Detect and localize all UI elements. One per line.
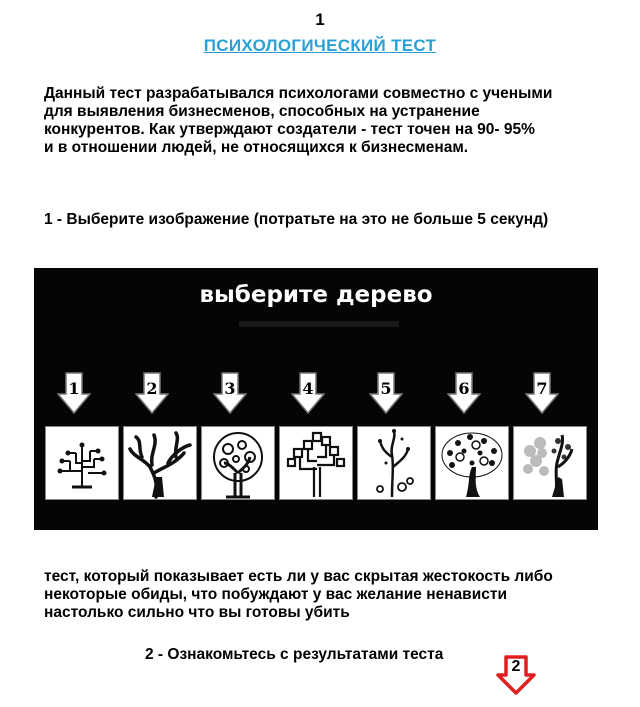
intro-line: конкурентов. Как утверждают создатели - тест точен на 90- 95% xyxy=(44,121,535,138)
down-arrow-icon xyxy=(525,372,559,414)
tree-option-6[interactable] xyxy=(435,372,509,414)
option-number: 3 xyxy=(224,379,236,398)
sparse-tree-icon[interactable] xyxy=(357,426,431,500)
down-arrow-icon xyxy=(57,372,91,414)
down-arrow-icon xyxy=(213,372,247,414)
description-line: настолько сильно что вы готовы убить xyxy=(44,604,350,621)
panel-title-shadow: ▬▬▬▬▬▬▬▬ xyxy=(239,310,399,332)
tree-option-4[interactable] xyxy=(279,372,353,414)
bare-tree-icon[interactable] xyxy=(123,426,197,500)
step1-instruction: 1 - Выберите изображение (потратьте на это не больше 5 секунд) xyxy=(44,211,549,228)
next-page-arrow[interactable] xyxy=(496,655,536,695)
blossom-tree-icon[interactable] xyxy=(513,426,587,500)
description-line: тест, который показывает есть ли у вас скрытая жестокость либо xyxy=(44,568,553,585)
option-number: 5 xyxy=(380,379,392,398)
tree-option-2[interactable] xyxy=(123,372,197,414)
panel-title: выберите дерево xyxy=(199,282,433,308)
intro-line: и в отношении людей, не относящихся к бизнесменам. xyxy=(44,139,469,156)
down-arrow-icon xyxy=(369,372,403,414)
step2-instruction: 2 - Ознакомьтесь с результатами теста xyxy=(145,646,444,663)
intro-text xyxy=(44,85,614,157)
option-number: 1 xyxy=(68,379,80,398)
tree-choice-panel xyxy=(34,268,598,530)
down-arrow-icon xyxy=(135,372,169,414)
option-number: 4 xyxy=(302,379,314,398)
intro-line: Данный тест разрабатывался психологами совместно с учеными xyxy=(44,85,553,102)
option-number: 7 xyxy=(536,379,548,398)
page-number: 1 xyxy=(315,10,325,29)
tree-option-5[interactable] xyxy=(357,372,431,414)
tree-option-3[interactable] xyxy=(201,372,275,414)
intro-line: для выявления бизнесменов, способных на устранение xyxy=(44,103,480,120)
tree-option-1[interactable] xyxy=(45,372,119,414)
description-line: некоторые обиды, что побуждают у вас желание ненависти xyxy=(44,586,507,603)
down-arrow-icon xyxy=(447,372,481,414)
tree-option-7[interactable] xyxy=(513,372,587,414)
test-description xyxy=(44,568,614,622)
down-arrow-icon xyxy=(291,372,325,414)
ornamental-tree-icon[interactable] xyxy=(435,426,509,500)
option-number: 2 xyxy=(146,379,158,398)
circuit-tree-icon[interactable] xyxy=(45,426,119,500)
page-title: ПСИХОЛОГИЧЕСКИЙ ТЕСТ xyxy=(203,36,437,55)
square-swirl-tree-icon[interactable] xyxy=(279,426,353,500)
next-arrow-number: 2 xyxy=(511,658,521,675)
option-number: 6 xyxy=(458,379,470,398)
round-tree-icon[interactable] xyxy=(201,426,275,500)
